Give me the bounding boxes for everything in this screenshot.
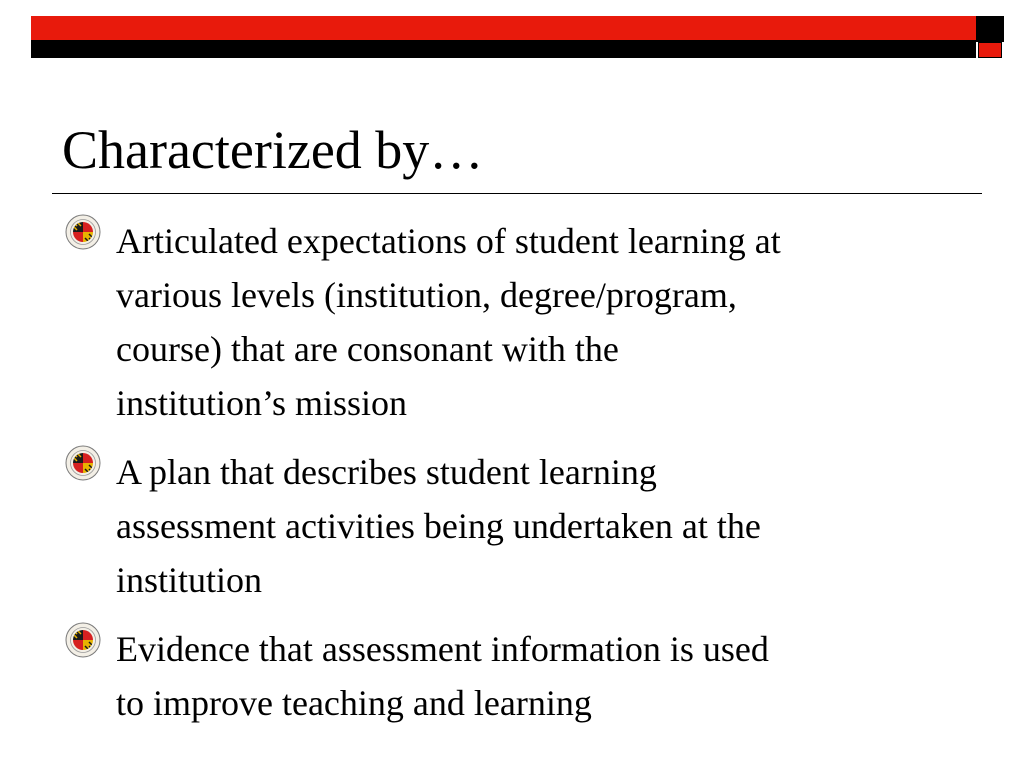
university-of-maryland-seal-icon	[65, 445, 101, 481]
bullet-text	[116, 622, 976, 730]
bullet-line: course) that are consonant with the	[116, 329, 619, 369]
bullet-line: Evidence that assessment information is used	[116, 629, 769, 669]
bullet-line: institution	[116, 560, 263, 600]
slide-title: Characterized by…	[62, 120, 484, 180]
bullet-line: A plan that describes student learning	[116, 452, 657, 492]
bullet-line: institution’s mission	[116, 383, 408, 423]
bullet-text	[116, 214, 976, 430]
bullet-line: assessment activities being undertaken at the	[116, 506, 761, 546]
university-of-maryland-seal-icon	[65, 622, 101, 658]
university-of-maryland-seal-icon	[65, 214, 101, 250]
bullet-line: Articulated expectations of student learning at	[116, 221, 781, 261]
bullet-line: various levels (institution, degree/program,	[116, 275, 737, 315]
bullet-text	[116, 445, 976, 607]
bullet-line: to improve teaching and learning	[116, 683, 592, 723]
